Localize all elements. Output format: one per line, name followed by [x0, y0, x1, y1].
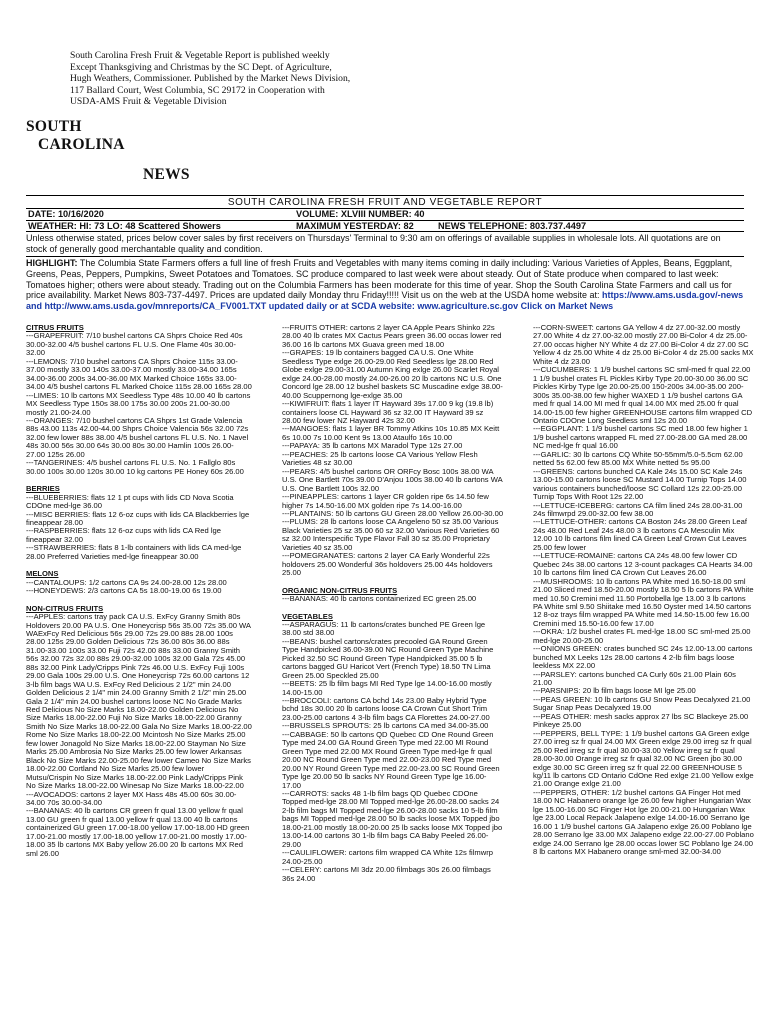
highlight-label: HIGHLIGHT:: [26, 258, 78, 269]
commodity-section: [26, 570, 252, 595]
intro-line: Except Thanksgiving and Christmas by the SC Dept. of Agriculture,: [70, 61, 332, 73]
column-middle: [282, 324, 504, 892]
section-title: VEGETABLES: [282, 611, 333, 621]
commodity-section: [26, 485, 252, 561]
commodity-section: [282, 587, 504, 604]
report-title: SOUTH CAROLINA FRESH FRUIT AND VEGETABLE REPORT: [26, 195, 744, 209]
highlight-paragraph: [26, 256, 744, 311]
section-body: ---CORN-SWEET: cartons GA Yellow 4 dz 27.00-32.00 mostly 27.00 White 4 dz 27.00-32.00 mostly 27.00 Bi-Color 4 dz 25.00-27.00 occas higher NY White 4 dz 27.00 Bi-Color 4 dz 27.00 SC Yellow 4 dz 25.00 White 4 dz 25.00 Bi-Color 4 dz 25.00 sacks MX White 4 dz 23.00 ---CUCUMBERS: 1 1/9 bushel cartons SC sml-med fr qual 22.00 1 1/9 bushel crates FL Pickles Kirby Type 20.00-30.00 36.00 SC Pickles Kirby Type lge 20.00-25.00 150-200s 34.00-35.00 200-300s 35.00-38.00 few higher WAXED 1 1/9 bushel cartons GA med fr qual 14.00 MI med fr qual 14.00 MX med 25.00 fr qual 14.00-15.00 few higher GREENHOUSE cartons film wrapped CD Ontario CDOne Long Seedless sml 12s 20.00 ---EGGPLANT: 1 1/9 bushel cartons SC med 18.00 few higher 1 1/9 bushel cartons wrapped FL med 27.00-28.00 GA med 28.00 NC med-lge fr qual 16.00 ---GARLIC: 30 lb cartons CQ White 50-55mm/5.0-5.5cm 62.00 netted 5s 62.00 few 85.00 MX White netted 5s 95.00 ---GREENS: cartons bunched CA Kale 24s 15.00 SC Kale 24s 13.00-15.00 cartons loose SC Mustard 14.00 Turnip Tops 14.00 various containers bunched/loose SC Collard 12s 22.00-25.00 Turnip Tops With Root 12s 22.00 ---LETTUCE-ICEBERG: cartons CA film lined 24s 28.00-31.00 24s filmwrpd 29.00-32.00 few 38.00 ---LETTUCE-OTHER: cartons CA Boston 24s 28.00 Green Leaf 24s 48.00 Red Leaf 24s 48.00 3 lb cartons CA Mesculin Mix 12.00 10 lb cartons film lined CA Green Leaf Crown Cut Leaves 25.00 few lower ---LETTUCE-ROMAINE: cartons CA 24s 48.00 few lower CD Quebec 24s 38.00 cartons 12 3-count packages CA Hearts 34.00 10 lb cartons film lined CA Crown Cut Leaves 26.00 ---MUSHROOMS: 10 lb cartons PA White med 16.50-18.00 sml 21.00 Sliced med 18.50-20.00 mostly 18.50 5 lb cartons PA White med 10.50 Cremini med 11.50 Portobella lge 13.00 3 lb cartons PA White sml 9.50 Shiitake med 16.50 Oyster med 14.50 cartons 12 8-oz trays film wrapped PA White med 14.50-15.00 few 16.00 Cremini med 15.50-16.00 few 17.00 ---OKRA: 1/2 bushel crates FL med-lge 18.00 SC sml-med 25.00 med-lge 20.00-25.00 ---ONIONS GREEN: crates bunched SC 24s 12.00-13.00 cartons bunched MX Leeks 12s 28.00 cartons 4 2-lb film bags loose leekless MX 22.00 ---PARSLEY: cartons bunched CA Curly 60s 21.00 Plain 60s 21.00 ---PARSNIPS: 20 lb film bags loose MI lge 25.00 ---PEAS GREEN: 10 lb cartons GU Snow Peas Decalyxed 21.00 Sugar Snap Peas Decalyxed 19.00 ---PEAS OTHER: mesh sacks approx 27 lbs SC Blackeye 25.00 Pinkeye 25.00 ---PEPPERS, BELL TYPE: 1 1/9 bushel cartons GA Green exlge 27.00 irreg sz fr qual 24.00 MX Green exlge 29.00 irreg sz fr qual 25.00 Red irreg sz fr qual 30.00-33.00 Yellow irreg sz fr qual 28.00-30.00 Orange irreg sz fr qual 32.00 NC Green jbo 30.00 exlge 30.00 SC Green irreg sz fr qual 22.00 GREENHOUSE 5 kg/11 lb cartons CD Ontario CdOne Red exlge 21.00 Yellow exlge 21.00 Orange exlge 21.00 ---PEPPERS, OTHER: 1/2 bushel cartons GA Finger Hot med 18.00 NC Habanero orange lge 26.00 few higher Hungarian Wax lge 15.00-16.00 SC Finger Hot lge 20.00-21.00 Hungarian Wax lge 23.00 Local Repack Jalapeno exlge 14.00-16.00 Serrano lge 16.00 1 1/9 bushel cartons GA Jalapeno exlge 26.00 Poblano lge 28.00 Serrano lge 33.00 MX Jalapeno exlge 22.00-27.00 Poblano exlge 24.00 Serrano lge 28.00 occas lower SC Poblano lge 24.00 8 lb cartons MX Habanero orange sml-med 32.00-34.00: [533, 323, 754, 857]
pricing-note: Unless otherwise stated, prices below cover sales by first receivers on Thursdays' Terminal to 9:30 am on offerings of available supplies in wholesale lots. All quotations are on stock of generally good merchantable quality and condition.: [26, 233, 721, 254]
report-header: [26, 195, 744, 311]
column-left: [26, 324, 252, 867]
report-date: DATE: 10/16/2020: [28, 209, 104, 219]
highlight-text: The Columbia State Farmers offers a full line of fresh Fruits and Vegetables with many items coming in daily including: Various Varieties of Apples, Beans, Eggplant, Greens, Peas, Peppers, Pumpkins, Sweet Potatoes and Tomatoes. SC produce compared to last week were about steady. Out of State produce when compared to last week: Tomatoes higher; others were about steady. Trading out on the Columbia Farmers has been moderate for this time of year. Shop the South Carolina State Farmers and call us for price availability. Market News 803-737-4497. Prices are updated daily Monday thru Friday!!!!! Visit us on the web at the USDA home website at:: [26, 258, 733, 301]
intro-line: South Carolina Fresh Fruit & Vegetable Report is published weekly: [70, 50, 330, 61]
intro-line: 117 Ballard Court, West Columbia, SC 29172 in Cooperation with: [70, 84, 325, 96]
section-body: ---GRAPEFRUIT: 7/10 bushel cartons CA Shprs Choice Red 40s 30.00-32.00 4/5 bushel cartons FL U.S. One Flame 40s 30.00-32.00 ---LEMONS: 7/10 bushel cartons CA Shprs Choice 115s 33.00-37.00 mostly 33.00 140s 33.00-37.00 mostly 33.00-34.00 165s 34.00-36.00 200s 34.00-36.00 MX Marked Choice 165s 33.00-34.00 4/5 bushel cartons FL Marked Choice 115s 28.00 165s 28.00 ---LIMES: 10 lb cartons MX Seedless Type 48s 10.00 40 lb cartons MX Seedless Type 150s 38.00 175s 30.00 200s 21.00-30.00 mostly 21.00-24.00 ---ORANGES: 7/10 bushel cartons CA Shprs 1st Grade Valencia 88s 43.00 113s 42.00-44.00 Shprs Choice Valencia 56s 32.00 72s 32.00 few lower 88s 38.00 4/5 bushel cartons FL U.S. No. 1 Navel 48s 30.00 56s 30.00 64s 30.00 80s 30.00 Hamlin 100s 26.00-27.00 125s 26.00 ---TANGERINES: 4/5 bushel cartons FL U.S. No. 1 Fallglo 80s 30.00 100s 30.00 120s 30.00 10 kg cartons PE Honey 60s 26.00: [26, 331, 252, 476]
commodity-section: [26, 324, 252, 476]
masthead-line-1: SOUTH: [26, 118, 82, 135]
report-telephone: NEWS TELEPHONE: 803.737.4497: [438, 220, 587, 231]
section-body: ---CANTALOUPS: 1/2 cartons CA 9s 24.00-28.00 12s 28.00 ---HONEYDEWS: 2/3 cartons CA 5s 18.00-19.00 6s 19.00: [26, 577, 227, 596]
column-right: [533, 324, 755, 866]
section-body: ---BANANAS: 40 lb cartons containerized EC green 25.00: [282, 594, 477, 604]
section-body: ---FRUITS OTHER: cartons 2 layer CA Apple Pears Shinko 22s 28.00 40 lb crates MX Cactus Pears green 36.00 occas lower red 36.00 16 lb cartons MX Guava green med 18.00 ---GRAPES: 19 lb containers bagged CA U.S. One White Seedless Type exlge 26.00-29.00 Red Seedless lge 28.00 Red Globe exlge 29.00-31.00 Autumn King exlge 26.00 Scarlet Royal exlge 24.00-28.00 mostly 24.00-26.00 20 lb cartons NC U.S. One Concord lge 28.00 12 bushel baskets SC Muscadine exlge 38.00-40.00 Scuppernong lge-exlge 35.00 ---KIWIFRUIT: flats 1 layer IT Hayward 39s 17.00 9 kg (19.8 lb) containers loose CL Hayward 36 sz 32.00 IT Hayward 39 sz 28.00 few lower NZ Hayward 42s 32.00 ---MANGOES: flats 1 layer BR Tommy Atkins 10s 10.85 MX Keitt 6s 10.00 7s 10.00 Kent 9s 13.00 Ataulfo 16s 10.00 ---PAPAYA: 35 lb cartons MX Maradol Type 12s 27.00 ---PEACHES: 25 lb cartons loose CA Various Yellow Flesh Varieties 48 sz 30.00 ---PEARS: 4/5 bushel cartons OR ORFcy Bosc 100s 38.00 WA U.S. One Bartlett 70s 39.00 D'Anjou 100s 38.00 40 lb cartons WA U.S. One Bartlett 100s 32.00 ---PINEAPPLES: cartons 1 layer CR golden ripe 6s 14.50 few higher 7s 14.50-16.00 MX golden ripe 7s 14.00-16.00 ---PLANTAINS: 50 lb cartons GU Green 28.00 Yellow 26.00-30.00 ---PLUMS: 28 lb cartons loose CA Angeleno 50 sz 35.00 Various Black Varieties 25 sz 35.00 60 sz 32.00 Various Red Varieties 60 sz 32.00 Interspecific Type Flavor Fall 30 sz 35.00 Proprietary Varieties 40 sz 35.00 ---POMEGRANATES: cartons 2 layer CA Early Wonderful 22s holdovers 25.00 Wonderful 36s holdovers 25.00 44s holdovers 25.00: [282, 323, 504, 578]
report-date-row: [26, 209, 744, 221]
commodity-section: [282, 613, 504, 884]
intro-block: [70, 50, 510, 108]
report-volume: VOLUME: XLVIII NUMBER: 40: [296, 209, 425, 219]
commodity-section: [282, 324, 504, 578]
intro-line: USDA-AMS Fruit & Vegetable Division: [70, 96, 227, 108]
intro-line: Hugh Weathers, Commissioner. Published by the Market News Division,: [70, 73, 351, 85]
masthead-line-2: CAROLINA: [38, 136, 125, 153]
section-body: ---ASPARAGUS: 11 lb cartons/crates bunched PE Green lge 38.00 std 38.00 ---BEANS: bushel cartons/crates precooled GA Round Green Type Handpicked 36.00-39.00 NC Round Green Type Machine Picked 32.50 SC Round Green Type Handpicked 35.00 5 lb cartons bagged GU Haricot Vert (French Type) 18.50 TN Lima Green 25.00 Speckled 25.00 ---BEETS: 25 lb film bags MI Red Type lge 14.00-16.00 mostly 14.00-15.00 ---BROCCOLI: cartons CA bchd 14s 23.00 Baby Hybrid Type bchd 18s 30.00 20 lb cartons loose CA Crown Cut Short Trim 23.00-25.00 cartons 4 3-lb film bags CA Florettes 24.00-27.00 ---BRUSSELS SPROUTS: 25 lb cartons CA med 34.00-35.00 ---CABBAGE: 50 lb cartons QD Quebec CD One Round Green Type med 24.00 GA Round Green Type med 22.00 MI Round Green Type med 22.00 MX Round Green Type med-lge fr qual 20.00 NC Round Green Type med 22.00-23.00 Red Type med 20.00 NY Round Green Type med 22.00-23.00 SC Round Green Type lge 20.00 50 lb sacks NY Round Green Type lge 16.00-17.00 ---CARROTS: sacks 48 1-lb film bags QD Quebec CDOne Topped med-lge 28.00 MI Topped med-lge 26.00-28.00 sacks 24 2-lb film bags MI Topped med-lge 26.00-28.00 sacks 10 5-lb film bags MI Topped med-lge 28.00 50 lb sacks loose MX Topped jbo 18.00-21.00 mostly 18.00-20.00 25 lb sacks loose MX Topped jbo 13.00-14.00 cartons 30 1-lb film bags CA Baby Peeled 26.00-29.00 ---CAULIFLOWER: cartons film wrapped CA White 12s filmwrp 24.00-25.00 ---CELERY: cartons MI 3dz 20.00 filmbags 30s 26.00 filmbags 36s 24.00: [282, 619, 503, 883]
website-links[interactable]: https://www.ams.usda.gov/-news and http://www.ams.usda.gov/mnreports/CA_FV001.TXT updated daily or at SCDA website: www.agriculture.sc.gov Click on Market News: [26, 290, 744, 311]
section-title: NON-CITRUS FRUITS: [26, 603, 104, 613]
report-weather-row: [26, 221, 744, 233]
section-body: ---BLUEBERRIES: flats 12 1 pt cups with lids CD Nova Scotia CDOne med-lge 36.00 ---MISC BERRIES: flats 12 6-oz cups with lids CA Blackberries lge fineappear 28.00 ---RASPBERRIES: flats 12 6-oz cups with lids CA Red lge fineappear 32.00 ---STRAWBERRIES: flats 8 1-lb containers with lids CA med-lge 28.00 Preferred Varieties med-lge fineappear 30.00: [26, 492, 250, 561]
masthead-state: [26, 118, 125, 154]
report-max-yesterday: MAXIMUM YESTERDAY: 82: [296, 220, 414, 231]
section-title: CITRUS FRUITS: [26, 323, 84, 332]
commodity-section: [26, 605, 252, 859]
section-title: MELONS: [26, 569, 59, 579]
section-body: ---APPLES: cartons tray pack CA U.S. ExFcy Granny Smith 80s Holdovers 20.00 PA U.S. One Honeycrisp 56s 35.00 72s 35.00 WA WAExFcy Red Delicious 56s 29.00 72s 29.00 88s 28.00 100s 28.00 125s 29.00 Golden Delicious 72s 36.00 80s 36.00 88s 31.00-33.00 100s 33.00 Fuji 72s 42.00 88s 33.00 Granny Smith 56s 32.00 72s 32.00 88s 29.00-32.00 100s 32.00 Gala 72s 45.00 88s 32.00 Pink Lady/Cripps Pink 72s 46.00 U.S. ExFcy Fuji 100s 29.00 Gala 100s 29.00 U.S. One Honeycrisp 72s 60.00 cartons 12 3-lb film bags WA U.S. ExFcy Red Delicious 2 1/2" min 24.00 Golden Delicious 2 1/4" min 24.00 Granny Smith 2 1/2" min 25.00 Gala 2 1/4" min 24.00 bushel cartons loose NC No Grade Marks Red Delicious No Size Marks 18.00-22.00 Golden Delicious No Size Marks 18.00-22.00 Fuji No Size Marks 18.00-22.00 Granny Smith No Size Marks 18.00-22.00 Gala No Size Marks 18.00-22.00 Rome No Size Marks 18.00-22.00 Mcintosh No Size Marks 25.00 few lower Jonagold No Size Marks 18.00-22.00 Stayman No Size Marks 25.00 Ambrosia No Size Marks 25.00 few lower Arkansas Black No Size Marks 22.00-25.00 few lower Cameo No Size Marks 18.00-22.00 Cortland No Size Marks 25.00 few lower Mutsu/Crispin No Size Marks 18.00-22.00 Pink Lady/Cripps Pink No Size Marks 18.00-22.00 Winesap No Size Marks 18.00-22.00 ---AVOCADOS: cartons 2 layer MX Hass 48s 45.00 60s 30.00-34.00 70s 30.00-34.00 ---BANANAS: 40 lb cartons CR green fr qual 13.00 yellow fr qual 13.00 GU green fr qual 13.00 yellow fr qual 13.00 40 lb cartons containerized GU green 17.00-18.00 yellow 17.00-18.00 HD green 17.00-21.00 mostly 17.00-18.00 yellow 17.00-21.00 mostly 17.00-18.00 35 lb cartons MX Baby yellow 26.00 20 lb cartons MX Red sml 26.00: [26, 612, 252, 858]
section-title: ORGANIC NON-CITRUS FRUITS: [282, 585, 398, 595]
report-weather: WEATHER: HI: 73 LO: 48 Scattered Showers: [28, 220, 221, 231]
section-title: BERRIES: [26, 484, 60, 494]
commodity-section: [533, 324, 755, 857]
masthead-news: NEWS: [143, 166, 190, 183]
